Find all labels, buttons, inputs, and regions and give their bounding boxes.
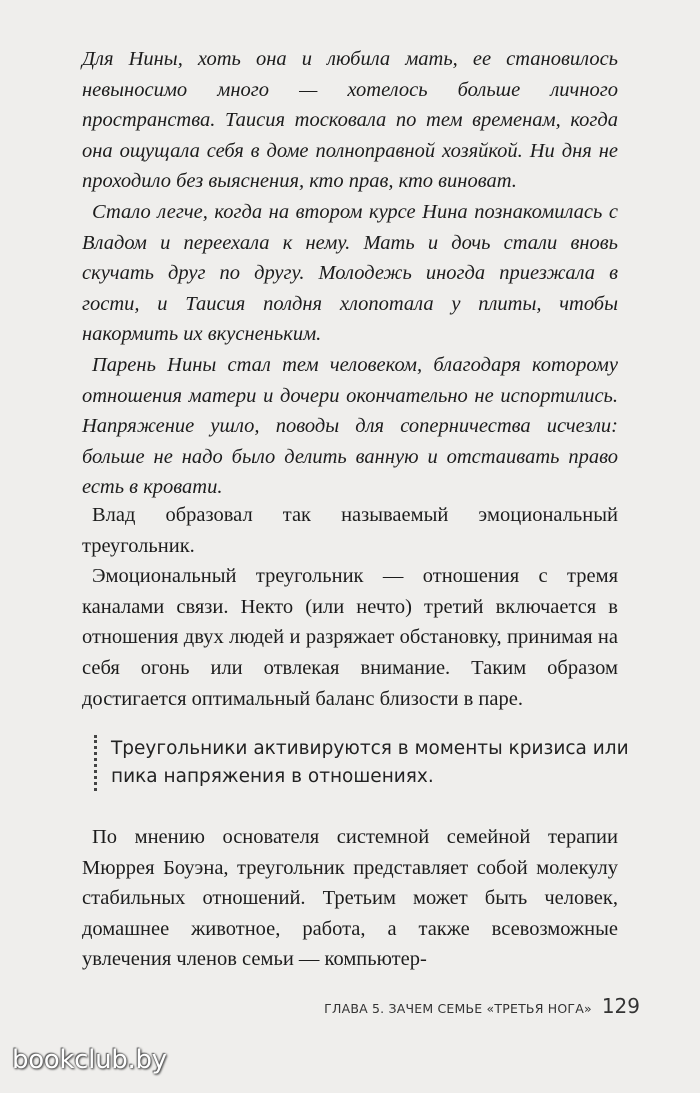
- page-footer: [324, 994, 640, 1018]
- callout-text: Треугольники активируются в моменты кризиса или пика напряжения в отношениях.: [111, 738, 629, 787]
- body-paragraph-2: Эмоциональный треугольник — отношения с тремя каналами связи. Некто (или нечто) третий включается в отношения двух людей и разряжает обстановку, принимая на себя огонь или отвлекая внимание. Таким образом достигается оптимальный баланс близости в паре.: [82, 565, 618, 710]
- story-paragraph-1: Для Нины, хоть она и любила мать, ее становилось невыносимо много — хотелось больше личного пространства. Таисия тосковала по тем временам, когда она ощущала себя в доме полноправной хозяйкой. Ни дня не проходило без выяснения, кто прав, кто виноват.: [82, 48, 618, 193]
- bottom-section: [82, 822, 618, 975]
- callout-quote: [94, 735, 631, 791]
- chapter-title: ГЛАВА 5. ЗАЧЕМ СЕМЬЕ «ТРЕТЬЯ НОГА»: [324, 1001, 592, 1016]
- page-number: 129: [601, 994, 640, 1018]
- watermark: bookclub.by: [12, 1045, 167, 1075]
- body-section: [82, 500, 618, 714]
- body-paragraph-3: По мнению основателя системной семейной терапии Мюррея Боуэна, треугольник представляет собой молекулу стабильных отношений. Третьим может быть человек, домашнее животное, работа, а также всевозможные увлечения членов семьи — компьютер-: [82, 826, 618, 971]
- story-paragraph-2: Стало легче, когда на втором курсе Нина познакомилась с Владом и переехала к нему. Мать и дочь стали вновь скучать друг по другу. Молодежь иногда приезжала в гости, и Таисия полдня хлопотала у плиты, чтобы накормить их вкусненьким.: [82, 200, 618, 346]
- story-paragraph-3: Парень Нины стал тем человеком, благодаря которому отношения матери и дочери окончательно не испортились. Напряжение ушло, поводы для соперничества исчезли: больше не надо было делить ванную и отстаивать право есть в кровати.: [82, 353, 618, 499]
- body-paragraph-1: Влад образовал так называемый эмоциональный треугольник.: [82, 504, 618, 557]
- italic-story-section: [82, 44, 618, 503]
